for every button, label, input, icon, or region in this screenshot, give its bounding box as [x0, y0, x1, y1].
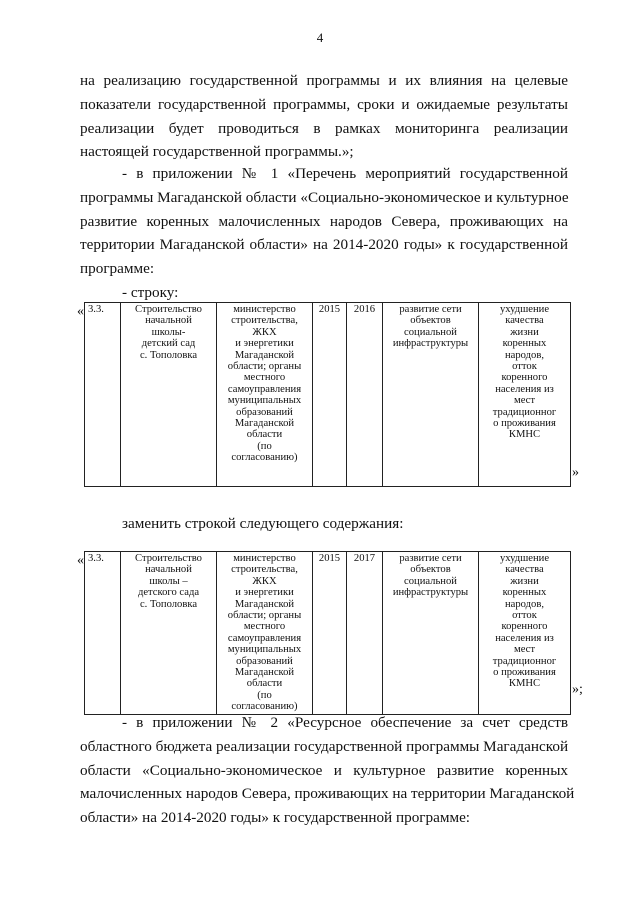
paragraph-appendix-2: [80, 711, 575, 830]
text-line: программы Магаданской области «Социально-экономическое и культурное: [80, 188, 569, 206]
cell-consequence: ухудшение качества жизни коренных народов, отток коренного населения из мест традиционног о проживания КМНС: [479, 552, 571, 715]
cell-number: 3.3.: [85, 552, 121, 715]
text-line: территории Магаданской области» на 2014-2020 годы» к государственной: [80, 236, 568, 254]
open-quote: «: [77, 304, 84, 319]
cell-number: 3.3.: [85, 303, 121, 487]
cell-activity-name: Строительство начальной школы- детский сад с. Тополовка: [121, 303, 217, 487]
cell-executor: министерство строительства, ЖКХ и энергетики Магаданской области; органы местного самоуправления муниципальных образований Магаданской области (по согласованию): [217, 552, 313, 715]
open-quote: «: [77, 553, 84, 568]
cell-year-end: 2017: [347, 552, 383, 715]
paragraph-monitoring: [80, 69, 568, 164]
paragraph-replace: [80, 512, 568, 536]
table-row: [85, 303, 571, 487]
text-line: области «Социально-экономическое и культурное развитие коренных: [80, 761, 568, 779]
text-line: показатели государственной программы, сроки и ожидаемые результаты: [80, 95, 568, 113]
cell-year-start: 2015: [313, 552, 347, 715]
table-old-row: [77, 302, 579, 487]
text-line: - строку:: [122, 284, 179, 301]
text-line: программе:: [80, 260, 155, 278]
cell-result: развитие сети объектов социальной инфраструктуры: [383, 303, 479, 487]
paragraph-appendix-1: [80, 162, 568, 281]
cell-year-end: 2016: [347, 303, 383, 487]
text-line: на реализацию государственной программы и их влияния на целевые: [80, 72, 568, 89]
cell-executor: министерство строительства, ЖКХ и энергетики Магаданской области; органы местного самоуправления муниципальных образований Магаданской области (по согласованию): [217, 303, 313, 487]
close-quote: »;: [572, 682, 583, 697]
cell-year-start: 2015: [313, 303, 347, 487]
page-number: 4: [316, 30, 324, 45]
text-line: настоящей государственной программы.»;: [80, 143, 354, 161]
text-line: - в приложении № 2 «Ресурсное обеспечение за счет средств: [122, 714, 568, 731]
cell-result: развитие сети объектов социальной инфраструктуры: [383, 552, 479, 715]
text-line: малочисленных народов Севера, проживающих на территории Магаданской: [80, 785, 575, 803]
table-row: [85, 552, 571, 715]
close-quote: »: [572, 465, 579, 480]
text-line: областного бюджета реализации государственной программы Магаданской: [80, 737, 569, 755]
text-line: области» на 2014-2020 годы» к государственной программе:: [80, 809, 471, 827]
cell-consequence: ухудшение качества жизни коренных народов, отток коренного населения из мест традиционног о проживания КМНС: [479, 303, 571, 487]
text-line: заменить строкой следующего содержания:: [122, 515, 404, 532]
new-row-table: [84, 551, 571, 715]
text-line: - в приложении № 1 «Перечень мероприятий государственной: [122, 165, 568, 182]
table-new-row: [77, 551, 583, 715]
text-line: реализации будет проводиться в рамках мониторинга реализации: [80, 119, 568, 137]
cell-activity-name: Строительство начальной школы – детского сада с. Тополовка: [121, 552, 217, 715]
text-line: развитие коренных малочисленных народов Севера, проживающих на: [80, 212, 568, 230]
old-row-table: [84, 302, 571, 487]
